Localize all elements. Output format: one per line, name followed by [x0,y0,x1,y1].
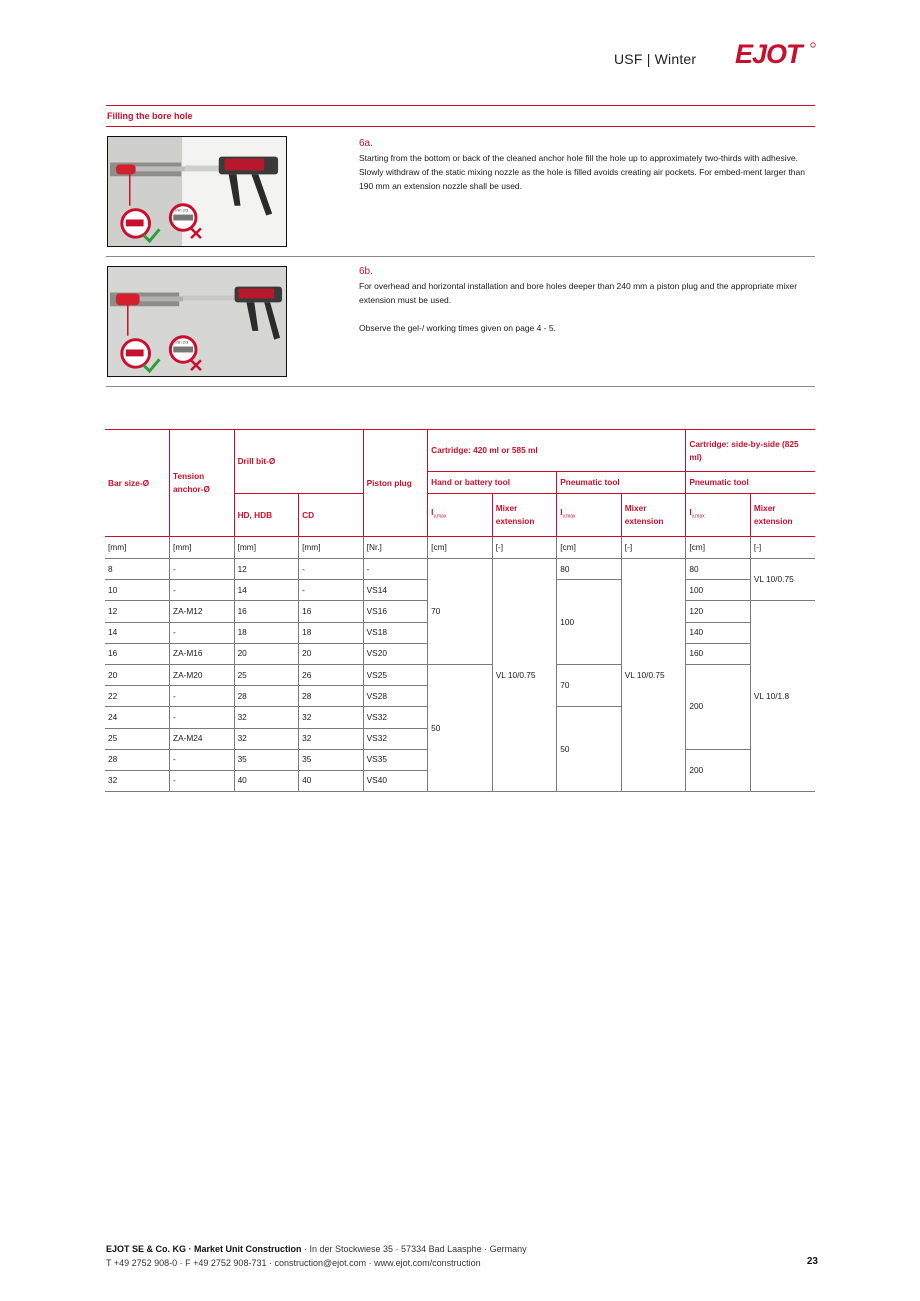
cell-hd: 35 [234,749,299,770]
cell-cd: - [299,559,364,580]
cell-piston: VS40 [363,770,428,791]
step-6b-number: 6b. [359,266,373,277]
cell-tension: - [170,770,235,791]
header-drill-bit: Drill bit-Ø [234,430,363,494]
ejot-logo [735,40,817,68]
header-bar-size: Bar size-Ø [105,430,170,537]
svg-text:EJOT: EJOT [735,40,802,68]
cell-sbs-lmax: 200 [686,749,751,791]
footer-contact: T +49 2752 908-0 · F +49 2752 908-731 · construction@ejot.com · www.ejot.com/construction [106,1258,481,1268]
cell-sbs-lmax: 80 [686,559,751,580]
cell-bar: 8 [105,559,170,580]
cell-tension: ZA-M12 [170,601,235,622]
cell-cd: 40 [299,770,364,791]
cell-tension: - [170,580,235,601]
table-row [105,559,815,580]
cell-cd: 35 [299,749,364,770]
cell-bar: 32 [105,770,170,791]
step-6b [359,266,809,335]
unit-cell: [cm] [428,537,493,559]
header-lmax-pneu: $l_{v,max}$ [557,494,622,537]
cell-piston: VS18 [363,622,428,643]
svg-text:min 2/3: min 2/3 [175,207,189,213]
cell-cd: 32 [299,728,364,749]
cell-piston: VS20 [363,643,428,664]
cell-cd: 32 [299,707,364,728]
unit-cell: [mm] [299,537,364,559]
header-cartridge-420: Cartridge: 420 ml or 585 ml [428,430,686,472]
cell-hd: 25 [234,664,299,685]
step-6a [359,138,809,193]
unit-cell: [-] [492,537,557,559]
cell-pneu-lmax: 50 [557,707,622,792]
step-divider [106,256,815,257]
header-mixer-sbs: Mixer extension [750,494,815,537]
section-bottom-rule [106,126,815,127]
unit-cell: [-] [621,537,686,559]
cell-tension: - [170,686,235,707]
cell-sbs-lmax: 120 [686,601,751,622]
cell-sbs-lmax: 100 [686,580,751,601]
cell-sbs-mixer: VL 10/0.75 [750,559,815,601]
step-6a-photo [107,136,287,247]
cell-tension: - [170,559,235,580]
cell-hd: 16 [234,601,299,622]
table-row [105,664,815,685]
cell-sbs-lmax: 160 [686,643,751,664]
cell-bar: 20 [105,664,170,685]
cell-hd: 32 [234,728,299,749]
header-pneumatic-tool-sbs: Pneumatic tool [686,472,815,494]
header-mixer-hand: Mixer extension [492,494,557,537]
cell-tension: ZA-M16 [170,643,235,664]
unit-cell: [mm] [105,537,170,559]
unit-cell: [mm] [234,537,299,559]
step-6b-note: Observe the gel-/ working times given on page 4 - 5. [359,323,557,333]
section-label: Filling the bore hole [107,111,193,121]
header-cartridge-825: Cartridge: side-by-side (825 ml) [686,430,815,472]
header-lmax-hand: $l_{v,max}$ [428,494,493,537]
cell-tension: ZA-M20 [170,664,235,685]
cell-hd: 14 [234,580,299,601]
header-lmax-sbs: $l_{v,max}$ [686,494,751,537]
cell-hd: 20 [234,643,299,664]
cell-hd: 18 [234,622,299,643]
cell-hand-lmax: 50 [428,664,493,791]
unit-cell: [mm] [170,537,235,559]
footer-company: EJOT SE & Co. KG · Market Unit Construction [106,1244,302,1254]
header-piston-plug: Piston plug [363,430,428,537]
footer-line-1 [106,1242,527,1256]
unit-cell: [-] [750,537,815,559]
footer [106,1242,527,1270]
header-pneumatic-tool: Pneumatic tool [557,472,686,494]
cell-piston: VS25 [363,664,428,685]
cell-hd: 28 [234,686,299,707]
cell-pneu-mixer: VL 10/0.75 [621,559,686,792]
cell-hand-lmax: 70 [428,559,493,665]
cell-piston: VS32 [363,707,428,728]
cell-tension: ZA-M24 [170,728,235,749]
cell-pneu-lmax: 80 [557,559,622,580]
cell-cd: - [299,580,364,601]
cell-tension: - [170,622,235,643]
cell-bar: 12 [105,601,170,622]
header-tension-anchor: Tension anchor-Ø [170,430,235,537]
cell-hd: 12 [234,559,299,580]
step-6b-text [359,279,809,335]
footer-address: · In der Stockwiese 35 · 57334 Bad Laasphe · Germany [301,1244,527,1254]
cell-cd: 16 [299,601,364,622]
header-cd: CD [299,494,364,537]
cell-hand-mixer: VL 10/0.75 [492,559,557,792]
installation-table [105,429,815,792]
cell-piston: - [363,559,428,580]
section-end-rule [106,386,815,387]
cell-piston: VS28 [363,686,428,707]
cell-sbs-lmax: 140 [686,622,751,643]
cell-bar: 16 [105,643,170,664]
header-mixer-pneu: Mixer extension [621,494,686,537]
step-6a-number: 6a. [359,138,373,149]
cell-cd: 20 [299,643,364,664]
cell-sbs-lmax: 200 [686,664,751,749]
cell-cd: 28 [299,686,364,707]
section-top-rule [106,105,815,106]
page-number: 23 [806,1256,818,1267]
unit-cell: [Nr.] [363,537,428,559]
header-hand-tool: Hand or battery tool [428,472,557,494]
step-6a-text [359,151,809,193]
cell-pneu-lmax: 100 [557,580,622,665]
cell-tension: - [170,707,235,728]
step-6b-photo [107,266,287,377]
cell-pneu-lmax: 70 [557,664,622,706]
cell-bar: 22 [105,686,170,707]
svg-text:min 2/3: min 2/3 [175,339,189,345]
cell-bar: 14 [105,622,170,643]
header-title: USF | Winter [614,51,697,67]
step-6b-paragraph: For overhead and horizontal installation and bore holes deeper than 240 mm a piston plug and the appropriate mixer extension must be used. [359,281,798,305]
cell-piston: VS35 [363,749,428,770]
unit-cell: [cm] [686,537,751,559]
cell-bar: 24 [105,707,170,728]
cell-bar: 25 [105,728,170,749]
cell-cd: 26 [299,664,364,685]
cell-cd: 18 [299,622,364,643]
cell-bar: 10 [105,580,170,601]
step-6a-paragraph: Starting from the bottom or back of the cleaned anchor hole fill the hole up to approximately two-thirds with adhesive. Slowly withdraw of the static mixing nozzle as the hole is filled avoids creating air pockets. For embed-ment larger than 190 mm an extension nozzle shall be used. [359,153,805,191]
header-hd: HD, HDB [234,494,299,537]
unit-cell: [cm] [557,537,622,559]
cell-piston: VS16 [363,601,428,622]
cell-hd: 32 [234,707,299,728]
cell-tension: - [170,749,235,770]
cell-bar: 28 [105,749,170,770]
cell-piston: VS32 [363,728,428,749]
cell-sbs-mixer: VL 10/1.8 [750,601,815,792]
cell-hd: 40 [234,770,299,791]
cell-piston: VS14 [363,580,428,601]
